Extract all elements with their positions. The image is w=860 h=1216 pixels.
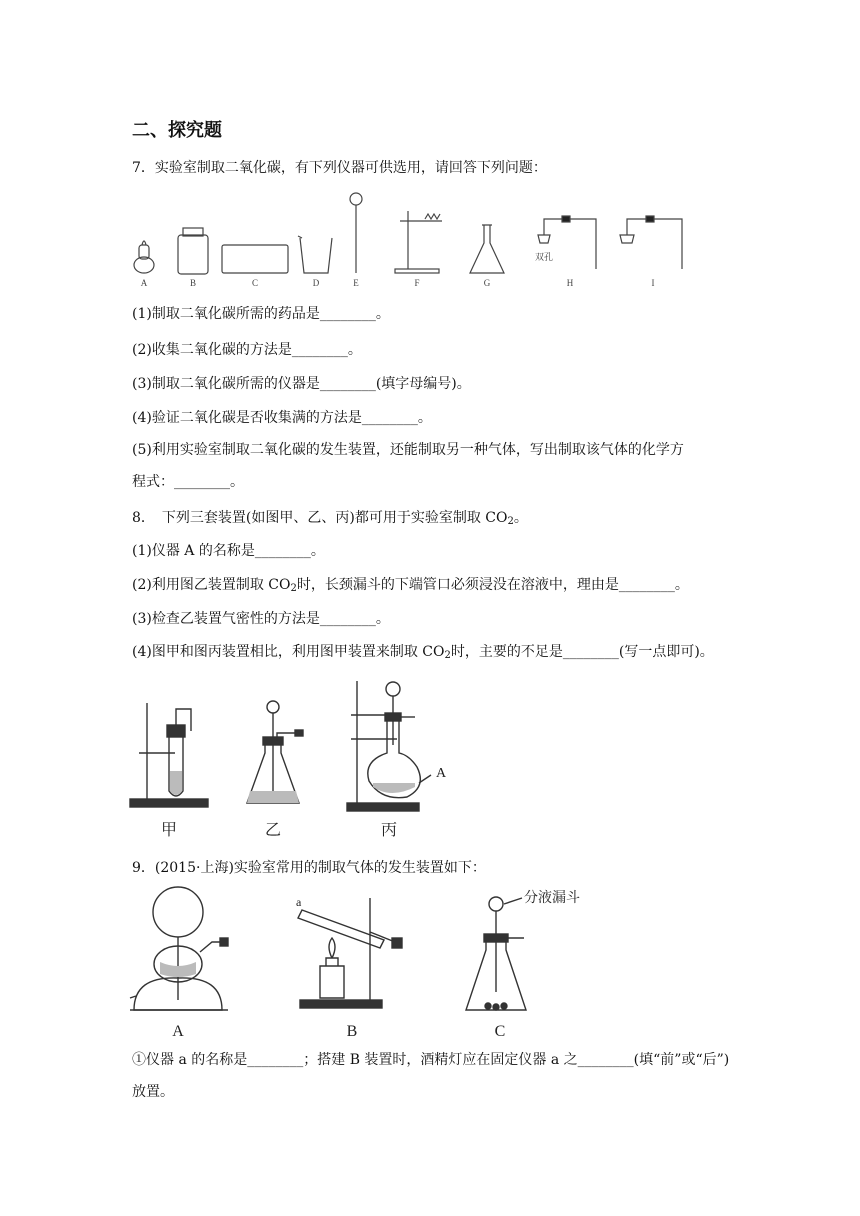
- solid-heating-setup-icon: [296, 895, 402, 1040]
- apparatus-label-f: F: [414, 278, 420, 288]
- q8-item-2-end: 时，长颈漏斗的下端管口必须浸没在溶液中，理由是________。: [296, 577, 689, 593]
- apparatus-label-h: H: [566, 278, 574, 288]
- q8-item-2-text: (2)利用图乙装置制取 CO: [132, 577, 291, 593]
- setup-bing-icon: [347, 681, 431, 811]
- q9-item-1-line-1: ①仪器 a 的名称是________；搭建 B 装置时，酒精灯应在固定仪器 a 之________(填“前”或“后”): [132, 1052, 730, 1068]
- q7-item-5: (5)利用实验室制取二氧化碳的发生装置，还能制取另一种气体，写出制取该气体的化学方: [132, 442, 684, 458]
- q8-item-1: (1)仪器 A 的名称是________。: [132, 543, 325, 559]
- apparatus-label-b: B: [189, 278, 197, 288]
- q8-stem-end: 。: [513, 510, 528, 526]
- q8-item-4-text: (4)图甲和图丙装置相比，利用图甲装置来制取 CO: [132, 644, 445, 660]
- q8-item-2-sub: 2: [290, 583, 297, 594]
- q8-item-3: (3)检查乙装置气密性的方法是________。: [132, 611, 390, 627]
- q8-stem-text: 8． 下列三套装置(如图甲、乙、丙)都可用于实验室制取 CO: [132, 510, 508, 526]
- figure-label-jia: 甲: [160, 822, 178, 839]
- apparatus-label-d: D: [312, 278, 320, 288]
- funnel-label: 分液漏斗: [524, 891, 580, 906]
- apparatus-label-e: E: [353, 278, 359, 288]
- q7-item-5-cont: 程式：________。: [132, 474, 244, 490]
- gas-jar-icon: [178, 228, 208, 274]
- q8-item-4-end: 时，主要的不足是________(写一点即可)。: [450, 644, 714, 660]
- setup-yi-icon: [247, 701, 303, 803]
- apparatus-label-c: C: [251, 278, 259, 288]
- water-trough-icon: [222, 245, 288, 273]
- figure-label-c: C: [494, 1023, 506, 1040]
- q7-item-1: (1)制取二氧化碳所需的药品是________。: [132, 306, 390, 322]
- figure-label-bing: 丙: [380, 822, 398, 839]
- instrument-label-a: a: [296, 895, 302, 909]
- q8-apparatus-figure: [125, 675, 475, 845]
- setup-jia-icon: [130, 703, 208, 807]
- apparatus-label-a: A: [140, 278, 148, 288]
- alcohol-lamp-icon: [134, 241, 154, 273]
- apparatus-label-i: I: [651, 278, 655, 288]
- section-title: 二、探究题: [132, 120, 222, 141]
- apparatus-label-g: G: [483, 278, 491, 288]
- beaker-icon: [298, 236, 332, 273]
- q9-apparatus-figure: [130, 882, 650, 1042]
- figure-label-b: B: [346, 1023, 358, 1040]
- flask-label-a: A: [435, 766, 447, 781]
- separatory-funnel-setup-icon: [466, 889, 580, 1040]
- kipp-generator-icon: [130, 887, 228, 1040]
- figure-label-a: A: [172, 1023, 184, 1040]
- q7-stem: 7．实验室制取二氧化碳，有下列仪器可供选用，请回答下列问题：: [132, 160, 547, 176]
- iron-stand-icon: [395, 211, 442, 273]
- q8-stem-sub: 2: [507, 516, 514, 527]
- q8-item-4-sub: 2: [444, 650, 451, 661]
- figure-label-yi: 乙: [264, 822, 282, 839]
- q8-stem: [132, 508, 528, 532]
- q8-item-2: [132, 575, 689, 599]
- q8-item-4: [132, 642, 714, 666]
- conical-flask-icon: [470, 225, 504, 273]
- q7-item-3: (3)制取二氧化碳所需的仪器是________(填字母编号)。: [132, 376, 471, 392]
- q7-item-4: (4)验证二氧化碳是否收集满的方法是________。: [132, 410, 432, 426]
- q9-stem: 9．(2015·上海)实验室常用的制取气体的发生装置如下：: [132, 860, 486, 876]
- long-neck-funnel-icon: [350, 193, 362, 273]
- q7-apparatus-figure: [120, 185, 700, 295]
- double-hole-note: 双孔: [534, 252, 554, 262]
- q9-item-1-line-2: 放置。: [132, 1084, 174, 1100]
- one-hole-stopper-tube-icon: [620, 216, 682, 269]
- q7-item-2: (2)收集二氧化碳的方法是________。: [132, 342, 362, 358]
